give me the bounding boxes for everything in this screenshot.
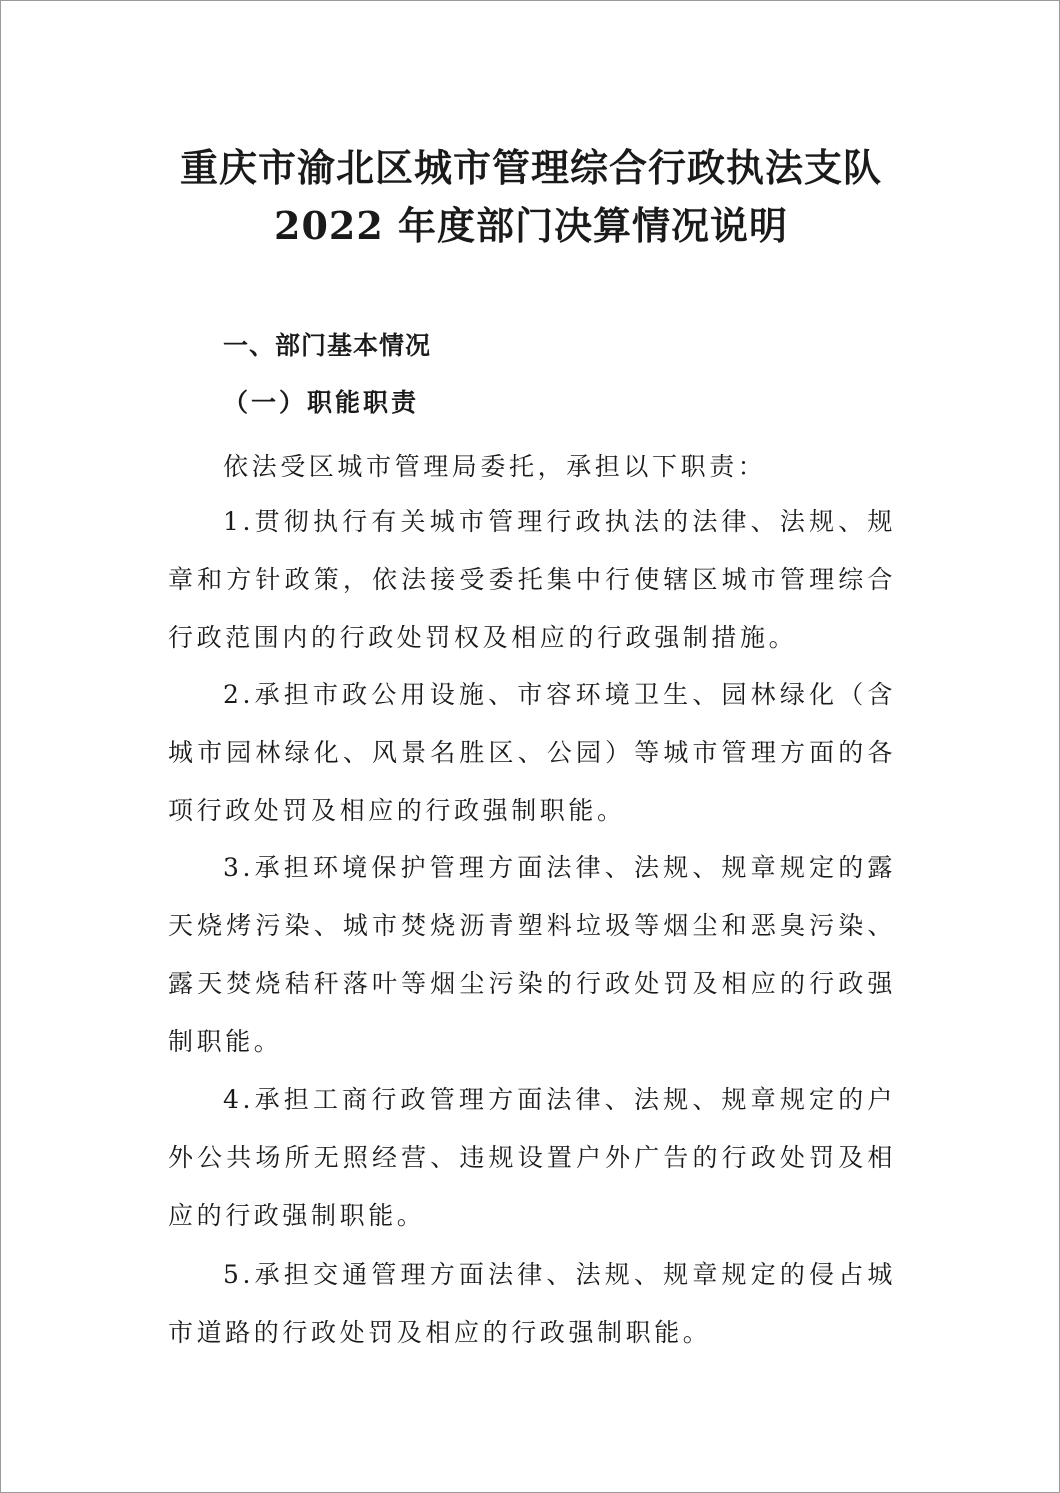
duty-item-1: 1.贯彻执行有关城市管理行政执法的法律、法规、规章和方针政策，依法接受委托集中行使辖区城市管理综合行政范围内的行政处罚权及相应的行政强制措施。	[168, 507, 896, 652]
subsection-heading-functions: （一）职能职责	[223, 388, 420, 417]
duty-item-4: 4.承担工商行政管理方面法律、法规、规章规定的户外公共场所无照经营、违规设置户外广告的行政处罚及相应的行政强制职能。	[168, 1085, 896, 1230]
section-heading-basic-info: 一、部门基本情况	[223, 331, 432, 360]
duty-item-5: 5.承担交通管理方面法律、法规、规章规定的侵占城市道路的行政处罚及相应的行政强制职能。	[168, 1260, 896, 1347]
duty-item-2: 2.承担市政公用设施、市容环境卫生、园林绿化（含城市园林绿化、风景名胜区、公园）等城市管理方面的各项行政处罚及相应的行政强制职能。	[168, 680, 896, 825]
intro-paragraph: 依法受区城市管理局委托，承担以下职责：	[223, 452, 767, 481]
duty-item-3: 3.承担环境保护管理方面法律、法规、规章规定的露天烧烤污染、城市焚烧沥青塑料垃圾等烟尘和恶臭污染、露天焚烧秸秆落叶等烟尘污染的行政处罚及相应的行政强制职能。	[168, 853, 896, 1056]
document-title-line-2: 2022 年度部门决算情况说明	[274, 203, 788, 248]
document-title-line-1: 重庆市渝北区城市管理综合行政执法支队	[179, 145, 882, 190]
